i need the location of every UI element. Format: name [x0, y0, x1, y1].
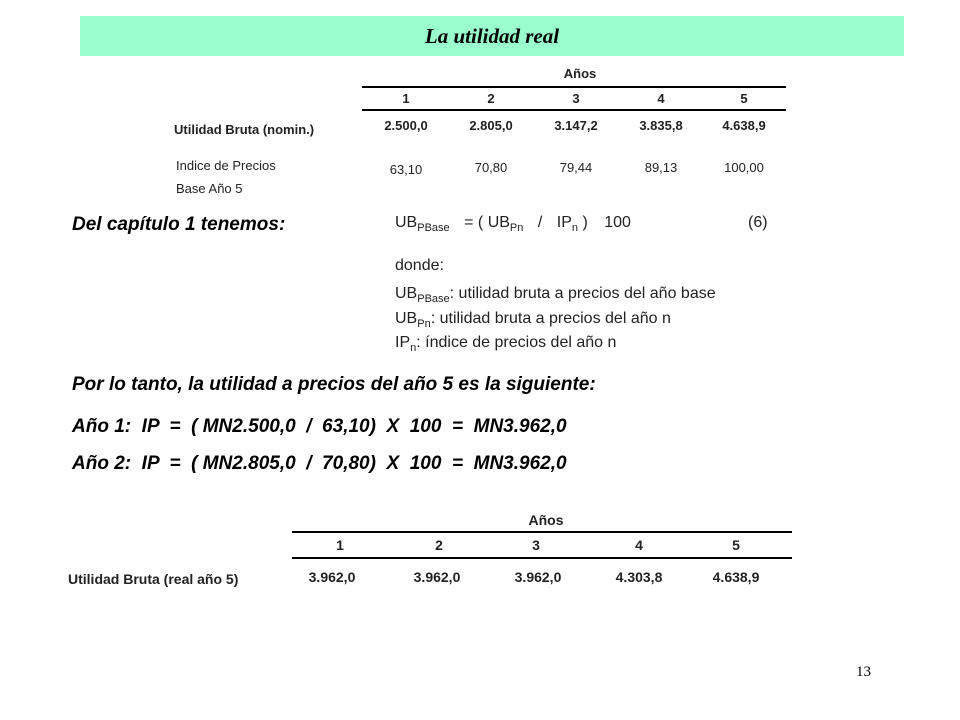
table1-cell: 89,13: [644, 160, 678, 175]
table1-cell: 3.835,8: [639, 118, 683, 133]
table1-row2-label-line2: Base Año 5: [176, 181, 243, 196]
table1-cell: 4.638,9: [722, 118, 766, 133]
def-sub: Pn: [417, 318, 431, 331]
table1-row2-label-line1: Indice de Precios: [176, 158, 276, 173]
formula-where: donde:: [395, 257, 444, 274]
table1-header-rule: [362, 109, 786, 111]
table1-cell: 100,00: [724, 160, 764, 175]
table1-top-rule: [362, 86, 786, 88]
formula-ub: UB: [395, 214, 418, 231]
def-symbol: UB: [395, 310, 418, 327]
table1-cell: 79,44: [559, 160, 593, 175]
table1-cell: 3.147,2: [554, 118, 598, 133]
def-text: : índice de precios del año n: [416, 334, 617, 351]
definition-ubpn: [395, 310, 671, 330]
table1-year: 2: [487, 91, 495, 106]
def-sub: PBase: [417, 293, 450, 306]
formula-eq: = (: [464, 214, 484, 231]
def-text: : utilidad bruta a precios del año base: [449, 285, 716, 302]
def-sub: n: [410, 342, 417, 355]
table2-cell: 4.638,9: [712, 569, 760, 585]
formula-ub: UB: [487, 214, 510, 231]
table1-cell: 63,10: [389, 162, 423, 177]
formula-sub: n: [571, 222, 578, 235]
table1-cell: 70,80: [474, 160, 508, 175]
definition-ipn: [395, 334, 616, 354]
page-number: 13: [856, 664, 871, 680]
table1-header: Años: [563, 66, 597, 81]
table2-year: 5: [732, 537, 740, 553]
def-text: : utilidad bruta a precios del año n: [430, 310, 671, 327]
formula-number: (6): [748, 214, 768, 231]
formula-6: [395, 214, 631, 234]
table2-cell: 3.962,0: [413, 569, 461, 585]
statement: Por lo tanto, la utilidad a precios del año 5 es la siguiente:: [72, 374, 596, 395]
table1-year: 5: [740, 91, 748, 106]
table2-year: 3: [532, 537, 540, 553]
formula-slash: /: [537, 214, 543, 231]
def-symbol: IP: [395, 334, 411, 351]
table2-year: 1: [336, 537, 344, 553]
formula-sub: Pn: [509, 222, 524, 235]
slide-title: La utilidad real: [80, 16, 904, 56]
table1-year: 4: [657, 91, 665, 106]
table2-cell: 3.962,0: [514, 569, 562, 585]
table1-row1-label: Utilidad Bruta (nomin.): [174, 122, 315, 137]
definition-ubpbase: [395, 285, 716, 305]
table2-header-rule: [292, 557, 792, 559]
table2-cell: 3.962,0: [308, 569, 356, 585]
formula-close: ): [582, 214, 588, 231]
table1-year: 1: [402, 91, 410, 106]
table1-cell: 2.805,0: [469, 118, 513, 133]
formula-hundred: 100: [604, 214, 631, 231]
table2-year: 2: [435, 537, 443, 553]
table1-year: 3: [572, 91, 580, 106]
table1-cell: 2.500,0: [384, 118, 428, 133]
formula-sub: PBase: [417, 222, 450, 235]
calc-year-1: Año 1: IP = ( MN2.500,0 / 63,10) X 100 = MN3.962,0: [72, 416, 567, 437]
formula-ip: IP: [556, 214, 572, 231]
table2-year: 4: [635, 537, 643, 553]
calc-year-2: Año 2: IP = ( MN2.805,0 / 70,80) X 100 = MN3.962,0: [72, 453, 567, 474]
table2-row-label: Utilidad Bruta (real año 5): [68, 571, 239, 587]
def-symbol: UB: [395, 285, 418, 302]
table2-header: Años: [528, 512, 564, 528]
formula-intro: Del capítulo 1 tenemos:: [72, 214, 286, 235]
table2-cell: 4.303,8: [615, 569, 663, 585]
table2-top-rule: [292, 531, 792, 533]
